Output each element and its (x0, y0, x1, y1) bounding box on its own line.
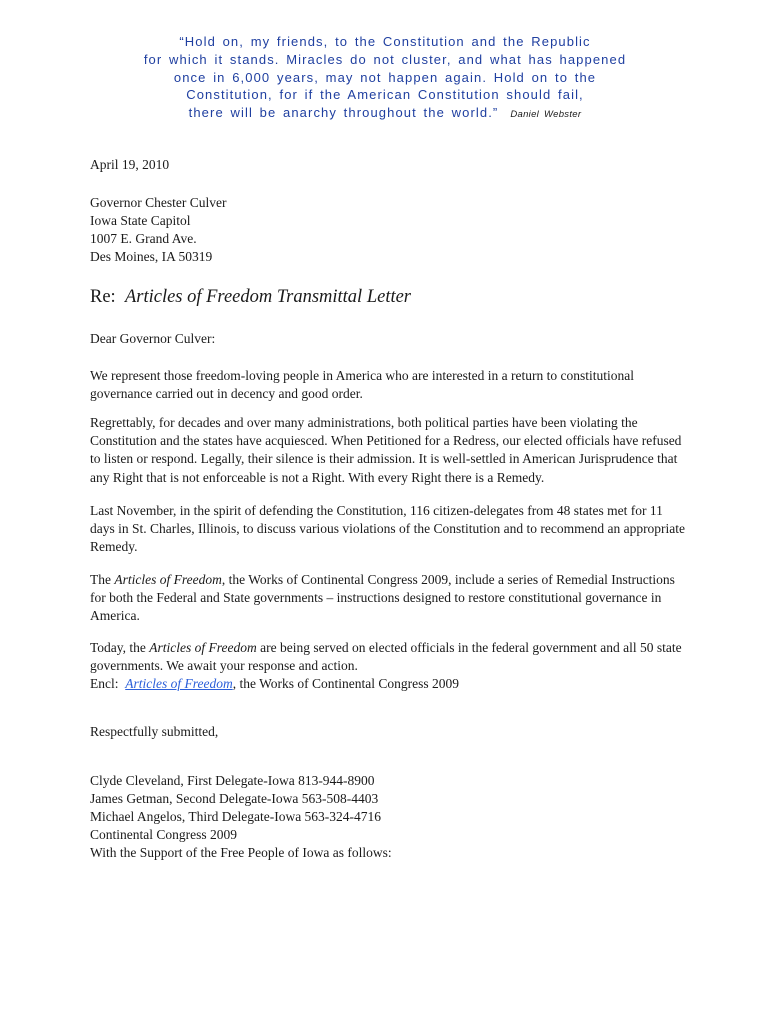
signatory-line: Michael Angelos, Third Delegate-Iowa 563-324-4716 (90, 809, 382, 824)
letter-date: April 19, 2010 (90, 157, 170, 172)
quote-line: once in 6,000 years, may not happen again. Hold on to the (173, 69, 597, 85)
paragraph-articles (90, 571, 690, 626)
recipient-street: 1007 E. Grand Ave. (90, 231, 197, 246)
text-span: The (90, 572, 115, 587)
paragraph-congress: Last November, in the spirit of defending the Constitution, 116 citizen-delegates from 48 states met for 11 days in St. Charles, Illinois, to discuss various violations of the Constitution and to recommend an appropriate Remedy. (90, 503, 686, 555)
text-span: are being served on elected officials in the federal government and all 50 state governments. We await your response and action. (90, 640, 682, 674)
salutation: Dear Governor Culver: (90, 331, 216, 346)
articles-title: Articles of Freedom (114, 572, 222, 587)
signatory-line: James Getman, Second Delegate-Iowa 563-508-4403 (90, 791, 379, 806)
quote-line: for which it stands. Miracles do not cluster, and what has happened (143, 51, 627, 67)
enclosure-label: Encl: (90, 676, 119, 691)
enclosure-line (90, 676, 459, 692)
recipient-building: Iowa State Capitol (90, 213, 191, 228)
enclosure-rest: , the Works of Continental Congress 2009 (232, 676, 460, 691)
paragraph-violations: Regrettably, for decades and over many administrations, both political parties have been violating the Constitution and the states have acquiesced. When Petitioned for a Redress, our elected officials have refused to listen or respond. Legally, their silence is their admission. It is well-settled in American Jurisprudence that any Right that is not enforceable is not a Right. With every Right there is a Remedy. (90, 415, 682, 485)
paragraph-served (90, 639, 690, 675)
paragraph-intro: We represent those freedom-loving people in America who are interested in a return to constitutional governance carried out in decency and good order. (90, 368, 634, 402)
quote-line: there will be anarchy throughout the world.” (188, 105, 499, 121)
subject-line (90, 287, 411, 308)
text-span: , the Works of Continental Congress 2009, include a series of Remedial Instructions for both the Federal and State governments – instructions designed to restore constitutional governance in America. (90, 572, 675, 624)
quote-line-last (100, 104, 670, 124)
quote-attribution: Daniel Webster (510, 109, 582, 121)
text-span: Today, the (90, 640, 150, 655)
signatory-line: Clyde Cleveland, First Delegate-Iowa 813-944-8900 (90, 773, 375, 788)
recipient-name: Governor Chester Culver (90, 195, 227, 210)
articles-title: Articles of Freedom (149, 640, 257, 655)
quote-line: Constitution, for if the American Constitution should fail, (186, 87, 584, 103)
subject-prefix: Re: (90, 287, 116, 307)
subject-title: Articles of Freedom Transmittal Letter (124, 287, 412, 307)
articles-of-freedom-link[interactable]: Articles of Freedom (125, 676, 233, 691)
signatory-line: With the Support of the Free People of Iowa as follows: (90, 845, 392, 860)
closing: Respectfully submitted, (90, 724, 219, 739)
recipient-city: Des Moines, IA 50319 (90, 249, 213, 264)
epigraph-quote (100, 33, 670, 124)
quote-line: “Hold on, my friends, to the Constitution and the Republic (179, 34, 591, 49)
signatory-line: Continental Congress 2009 (90, 827, 237, 842)
